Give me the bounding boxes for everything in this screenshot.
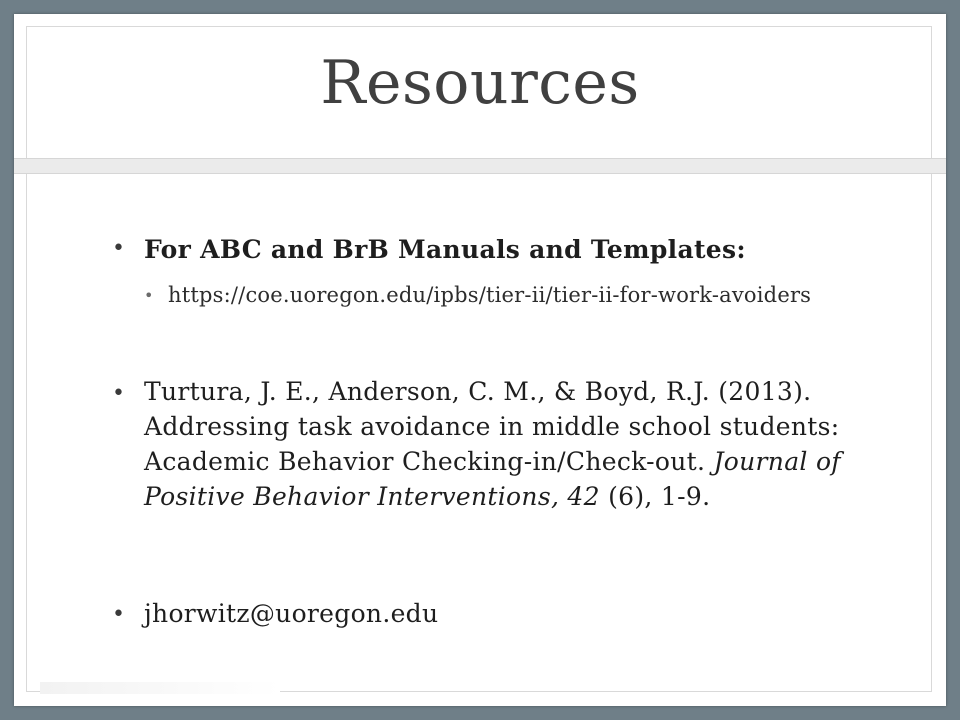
bullet-icon: • bbox=[112, 381, 125, 406]
citation-journal: Journal of Positive Behavior Interventions, 42 bbox=[144, 447, 841, 511]
bullet-icon: • bbox=[112, 602, 125, 627]
manuals-link[interactable]: https://coe.uoregon.edu/ipbs/tier-ii/tier-ii-for-work-avoiders bbox=[168, 283, 812, 307]
citation-text: Turtura, J. E., Anderson, C. M., & Boyd, R.J. (2013). Addressing task avoidance in middle school students: Academic Behavior Checking-in/Check-out. bbox=[144, 377, 840, 476]
citation-end: (6), 1-9. bbox=[599, 482, 711, 511]
contact-email[interactable]: jhorwitz@uoregon.edu bbox=[144, 599, 439, 628]
slide-title: Resources bbox=[320, 48, 640, 118]
manuals-heading bbox=[144, 232, 854, 267]
sub-bullet-icon: • bbox=[144, 286, 154, 305]
citation bbox=[144, 374, 859, 514]
bullet-icon: • bbox=[112, 236, 125, 261]
manuals-heading-text: For ABC and BrB Manuals and Templates: bbox=[144, 235, 746, 264]
